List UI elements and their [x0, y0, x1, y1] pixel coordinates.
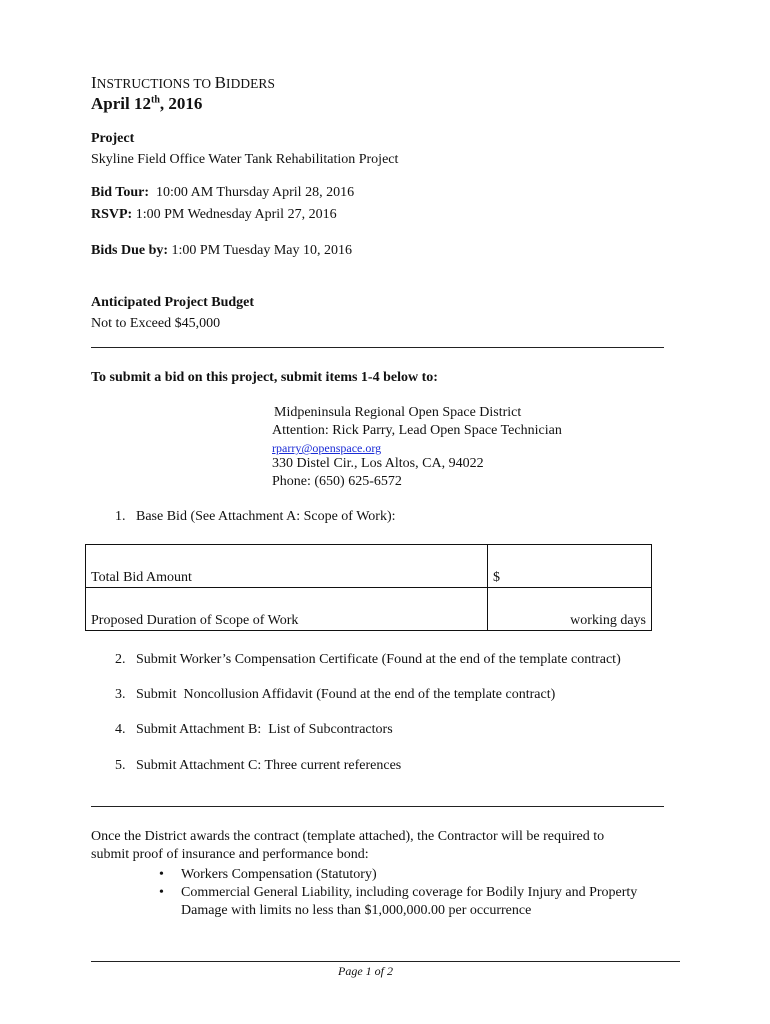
list-item-2: 2. Submit Worker’s Compensation Certificate (Found at the end of the template contract): [115, 652, 621, 667]
insurance-bullet-2-line-1: Commercial General Liability, including coverage for Bodily Injury and Property: [181, 885, 638, 900]
address-org: Midpeninsula Regional Open Space District: [274, 405, 522, 420]
list-item: [181, 884, 637, 902]
contact-email-link[interactable]: rparry@openspace.org: [272, 441, 382, 455]
bids-due-label: Bids Due by:: [91, 243, 169, 258]
address-attention: Attention: Rick Parry, Lead Open Space Technician: [272, 423, 562, 438]
address-street: 330 Distel Cir., Los Altos, CA, 94022: [272, 456, 484, 471]
table-row: [86, 588, 652, 631]
title-initial-1: I: [91, 73, 97, 92]
total-bid-label: Total Bid Amount: [86, 545, 488, 588]
project-name: Skyline Field Office Water Tank Rehabilitation Project: [91, 152, 399, 167]
rsvp-line: [91, 207, 337, 223]
address-phone: Phone: (650) 625-6572: [272, 474, 402, 489]
bid-tour-line: [91, 185, 354, 201]
table-row: [86, 545, 652, 588]
date-suffix: , 2016: [159, 94, 203, 113]
submit-heading: To submit a bid on this project, submit items 1-4 below to:: [91, 370, 438, 385]
bids-due-line: [91, 243, 352, 259]
rsvp-label: RSVP:: [91, 207, 133, 222]
bid-tour-label: Bid Tour:: [91, 185, 149, 200]
rsvp-value: 1:00 PM Wednesday April 27, 2016: [132, 207, 337, 222]
insurance-text-line-1: Once the District awards the contract (template attached), the Contractor will be required to: [91, 829, 605, 844]
insurance-list: [181, 866, 637, 902]
insurance-bullet-1: Workers Compensation (Statutory): [181, 867, 377, 882]
list-item-3: 3. Submit Noncollusion Affidavit (Found at the end of the template contract): [115, 687, 556, 702]
total-bid-field[interactable]: $: [488, 545, 652, 588]
duration-field[interactable]: working days: [488, 588, 652, 631]
date-prefix: April 12: [91, 94, 151, 113]
title-initial-2: B: [214, 73, 227, 92]
bids-due-value: 1:00 PM Tuesday May 10, 2016: [168, 243, 352, 258]
footer-rule: [91, 961, 680, 962]
page-number: Page 1 of 2: [338, 964, 393, 978]
divider-line: [91, 806, 664, 807]
document-date: [91, 94, 202, 114]
insurance-bullet-2-line-2: Damage with limits no less than $1,000,000.00 per occurrence: [181, 903, 532, 918]
title-rest-1: NSTRUCTIONS TO: [96, 76, 215, 91]
duration-label: Proposed Duration of Scope of Work: [86, 588, 488, 631]
document-title: [91, 73, 275, 93]
project-label: Project: [91, 131, 135, 146]
bid-table: [85, 544, 652, 631]
insurance-text-line-2: submit proof of insurance and performance bond:: [91, 847, 369, 862]
budget-value: Not to Exceed $45,000: [91, 316, 221, 331]
date-superscript: th: [150, 94, 160, 106]
list-item-5: 5. Submit Attachment C: Three current references: [115, 758, 402, 773]
list-item: [181, 866, 637, 884]
bid-tour-value: 10:00 AM Thursday April 28, 2016: [148, 185, 355, 200]
divider-line: [91, 347, 664, 348]
title-rest-2: IDDERS: [226, 76, 276, 91]
list-item-1: 1. Base Bid (See Attachment A: Scope of Work):: [115, 509, 396, 524]
list-item-4: 4. Submit Attachment B: List of Subcontractors: [115, 722, 393, 737]
budget-label: Anticipated Project Budget: [91, 295, 255, 310]
